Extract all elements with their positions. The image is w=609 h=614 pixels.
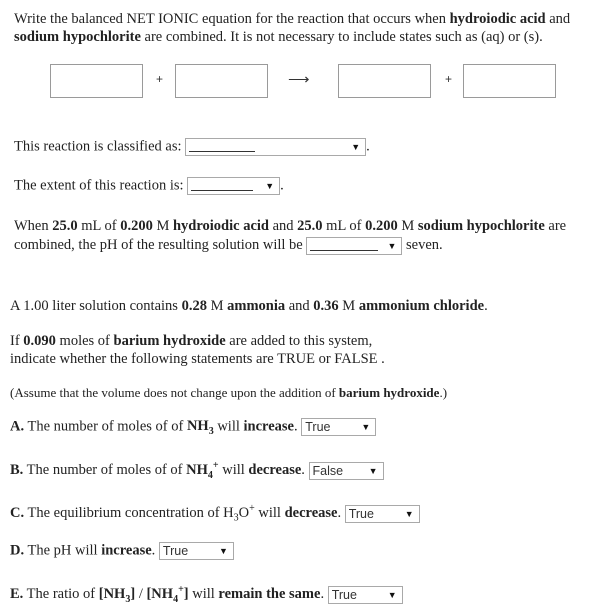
reaction-arrow-icon: ⟶ (288, 71, 310, 88)
buffer-addition: If 0.090 moles of barium hydroxide are added to this system, indicate whether the following statements are TRUE or FALSE . (10, 333, 385, 367)
plus-sign-reactants: + (156, 72, 164, 86)
ph-question: When 25.0 mL of 0.200 M hydroiodic acid and 25.0 mL of 0.200 M sodium hypochlorite are combined, the pH of the resulting solution will be ▼ seven. (14, 218, 567, 253)
chevron-down-icon: ▼ (218, 546, 228, 556)
chevron-down-icon: ▼ (387, 240, 397, 251)
plus-sign-products: + (445, 72, 453, 86)
product-2-input[interactable] (463, 64, 556, 98)
statement-b-select[interactable]: False ▼ (309, 462, 384, 480)
classification-label: This reaction is classified as: (14, 138, 182, 155)
volume-assumption: (Assume that the volume does not change upon the addition of barium hydroxide.) (10, 385, 448, 400)
statement-d-select[interactable]: True ▼ (159, 542, 234, 560)
statement-c: C. The equilibrium concentration of $H_3O^+$ will decrease. True ▼ (10, 503, 420, 524)
statement-e: E. The ratio of $[NH_3] / [NH_4^+]$ will remain the same. True ▼ (10, 584, 403, 605)
reactant-1-input[interactable] (50, 64, 143, 98)
statement-a: A. The number of moles of of $NH_3$ will increase. True ▼ (10, 418, 376, 437)
chevron-down-icon: ▼ (265, 181, 275, 191)
classification-row: This reaction is classified as: ▼ . (14, 138, 370, 155)
statement-e-select[interactable]: True ▼ (328, 586, 403, 604)
product-1-input[interactable] (338, 64, 431, 98)
buffer-intro: A 1.00 liter solution contains 0.28 M ammonia and 0.36 M ammonium chloride. (10, 298, 488, 314)
instruction-text: Write the balanced NET IONIC equation for the reaction that occurs when (14, 11, 446, 27)
chevron-down-icon: ▼ (368, 465, 378, 476)
statement-c-select[interactable]: True ▼ (345, 505, 420, 523)
extent-select[interactable] (187, 177, 280, 195)
statement-a-select[interactable]: True ▼ (301, 418, 376, 436)
statement-d: D. The pH will increase. True ▼ (10, 542, 234, 560)
acid-name: hydroiodic acid (449, 11, 546, 27)
extent-row: The extent of this reaction is: ▼ . (14, 177, 284, 194)
reactant-2-input[interactable] (175, 64, 268, 98)
and-text: and (549, 11, 571, 27)
base-name: sodium hypochlorite (14, 29, 141, 45)
ph-comparison-select[interactable] (306, 237, 402, 255)
equation-instructions (14, 10, 604, 46)
chevron-down-icon: ▼ (387, 589, 397, 600)
statement-b: B. The number of moles of of $NH_4^+$ will decrease. False ▼ (10, 460, 384, 481)
chevron-down-icon: ▼ (361, 422, 371, 432)
instruction-text-2: are combined. It is not necessary to include states such as (aq) or (s). (144, 29, 543, 45)
chevron-down-icon: ▼ (351, 142, 361, 152)
chevron-down-icon: ▼ (404, 508, 414, 519)
extent-label: The extent of this reaction is: (14, 177, 184, 194)
classification-select[interactable] (185, 138, 366, 156)
